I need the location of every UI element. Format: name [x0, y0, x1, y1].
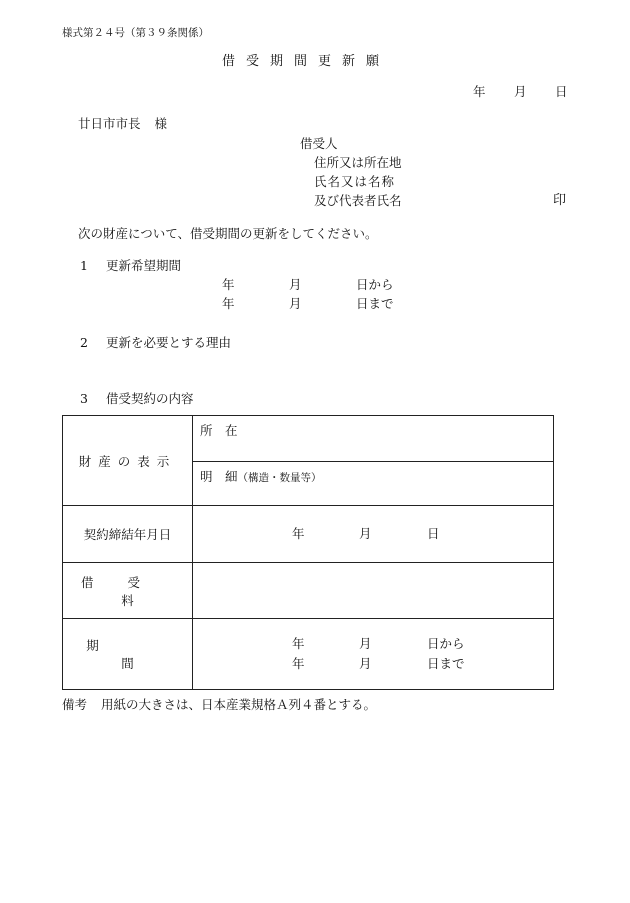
contract-table	[62, 415, 554, 690]
section-2-heading	[80, 337, 231, 350]
renewal-from-day: 日から	[356, 277, 394, 292]
applicant-label: 借受人	[300, 136, 338, 151]
request-text: 次の財産について、借受期間の更新をしてください。	[78, 226, 378, 241]
remarks	[62, 699, 376, 712]
section-1-number: 1	[80, 258, 88, 273]
renewal-to-year: 年	[222, 296, 235, 311]
period-to-year: 年	[292, 656, 305, 671]
location-label: 所 在	[200, 423, 238, 438]
contract-date-day: 日	[427, 526, 440, 541]
section-2-title: 更新を必要とする理由	[106, 335, 232, 350]
addressee-name: 廿日市市長	[78, 116, 141, 131]
section-1-title: 更新希望期間	[106, 258, 182, 273]
applicant-address-label: 住所又は所在地	[314, 155, 402, 170]
details-label: 明 細	[200, 469, 238, 484]
location-cell[interactable]	[193, 416, 554, 462]
form-number: 様式第２４号（第３９条関係）	[62, 27, 209, 39]
period-label: 期間	[86, 638, 204, 671]
renewal-to-day: 日まで	[356, 296, 394, 311]
details-cell[interactable]	[193, 462, 554, 506]
period-to-day: 日まで	[427, 656, 465, 671]
section-3-heading	[80, 393, 194, 406]
fee-cell[interactable]	[193, 563, 554, 619]
applicant-representative-label: 及び代表者氏名	[314, 193, 402, 208]
renewal-from-month: 月	[289, 277, 302, 292]
period-from-month: 月	[359, 636, 372, 651]
details-note: （構造・数量等）	[237, 472, 322, 484]
date-month-label: 月	[514, 84, 527, 99]
renewal-from-year: 年	[222, 277, 235, 292]
section-3-title: 借受契約の内容	[106, 391, 194, 406]
renewal-to-month: 月	[289, 296, 302, 311]
remarks-text: 用紙の大きさは、日本産業規格Ａ列４番とする。	[101, 697, 377, 712]
seal-mark: 印	[553, 193, 567, 208]
applicant-name-label: 氏名又は名称	[314, 174, 396, 189]
property-label: 財産の表示	[63, 416, 193, 506]
contract-date-label: 契約締結年月日	[63, 506, 193, 563]
section-3-number: 3	[80, 391, 88, 406]
section-2-number: 2	[80, 335, 88, 350]
period-cell[interactable]	[193, 619, 554, 690]
period-from-day: 日から	[427, 636, 465, 651]
period-to-month: 月	[359, 656, 372, 671]
period-label-cell	[63, 619, 204, 690]
date-day-label: 日	[555, 84, 568, 99]
fee-label: 借受料	[80, 574, 174, 608]
fee-label-cell	[63, 563, 193, 619]
addressee	[78, 118, 167, 131]
date-year-label: 年	[473, 84, 486, 99]
contract-date-cell[interactable]	[193, 506, 554, 563]
remarks-label: 備考	[62, 697, 88, 712]
contract-date-year: 年	[292, 526, 305, 541]
contract-date-month: 月	[359, 526, 372, 541]
addressee-honorific: 様	[154, 116, 168, 131]
document-title: 借受期間更新願	[222, 54, 391, 69]
section-1-heading	[80, 260, 181, 273]
period-from-year: 年	[292, 636, 305, 651]
